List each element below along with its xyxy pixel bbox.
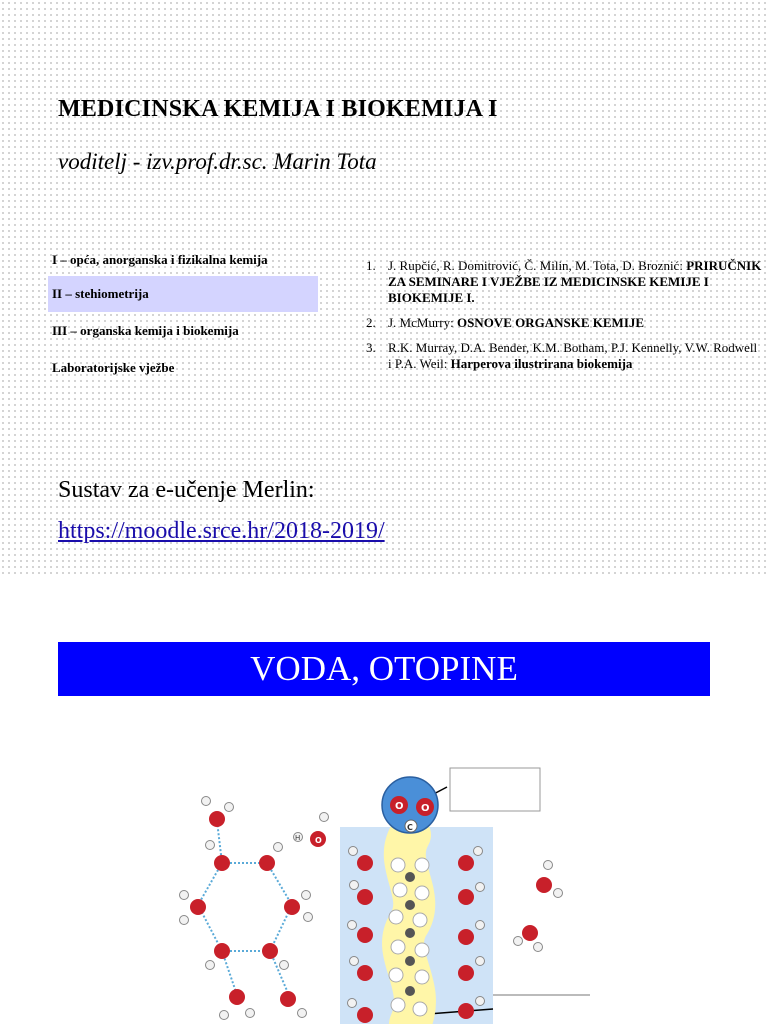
topic-item-4[interactable]: Laboratorijske vježbe [52, 360, 175, 375]
topic-item-3[interactable]: III – organska kemija i biokemija [52, 323, 239, 338]
callout-box [450, 768, 540, 811]
fatty-acid-chain [389, 835, 429, 1024]
reference-title: OSNOVE ORGANSKE KEMIJE [456, 315, 645, 330]
reference-number: 3. [366, 340, 376, 355]
reference-authors: J. Rupčić, R. Domitrović, Č. Milin, M. Tota, D. Broznić: [388, 258, 683, 273]
reference-title: PRIRUČNIK ZA SEMINARE I VJEŽBE IZ MEDICINSKE KEMIJE I BIOKEMIJE I. [388, 258, 762, 305]
reference-number: 2. [366, 315, 376, 330]
reference-authors: J. McMurry: [388, 315, 454, 330]
reference-item [366, 258, 762, 306]
page-subtitle: voditelj - izv.prof.dr.sc. Marin Tota [58, 149, 377, 174]
reference-list [366, 258, 762, 381]
reference-item [366, 340, 762, 372]
reference-title: Harperova ilustrirana biokemija [450, 356, 633, 371]
page-title: MEDICINSKA KEMIJA I BIOKEMIJA I [58, 96, 498, 122]
carboxylate-head [382, 777, 438, 833]
water-molecule-illustration [160, 755, 600, 1024]
oxygen-label: O [421, 803, 430, 814]
carbon-label: C [407, 823, 413, 832]
oxygen-label: O [395, 801, 404, 812]
merlin-link[interactable]: https://moodle.srce.hr/2018-2019/ [58, 518, 385, 544]
topic-item-2-highlighted[interactable] [48, 276, 318, 312]
topic-item-2-label: II – stehiometrija [52, 286, 149, 301]
section-banner: VODA, OTOPINE [58, 642, 710, 696]
reference-authors: R.K. Murray, D.A. Bender, K.M. Botham, P.J. Kennelly, V.W. Rodwell i P.A. Weil: [388, 340, 758, 371]
reference-number: 1. [366, 258, 376, 273]
merlin-label: Sustav za e-učenje Merlin: [58, 477, 315, 503]
reference-item [366, 315, 762, 331]
hydrogen-label: H [295, 834, 301, 842]
topic-item-1[interactable]: I – opća, anorganska i fizikalna kemija [52, 252, 268, 267]
oxygen-label: O [315, 836, 322, 845]
